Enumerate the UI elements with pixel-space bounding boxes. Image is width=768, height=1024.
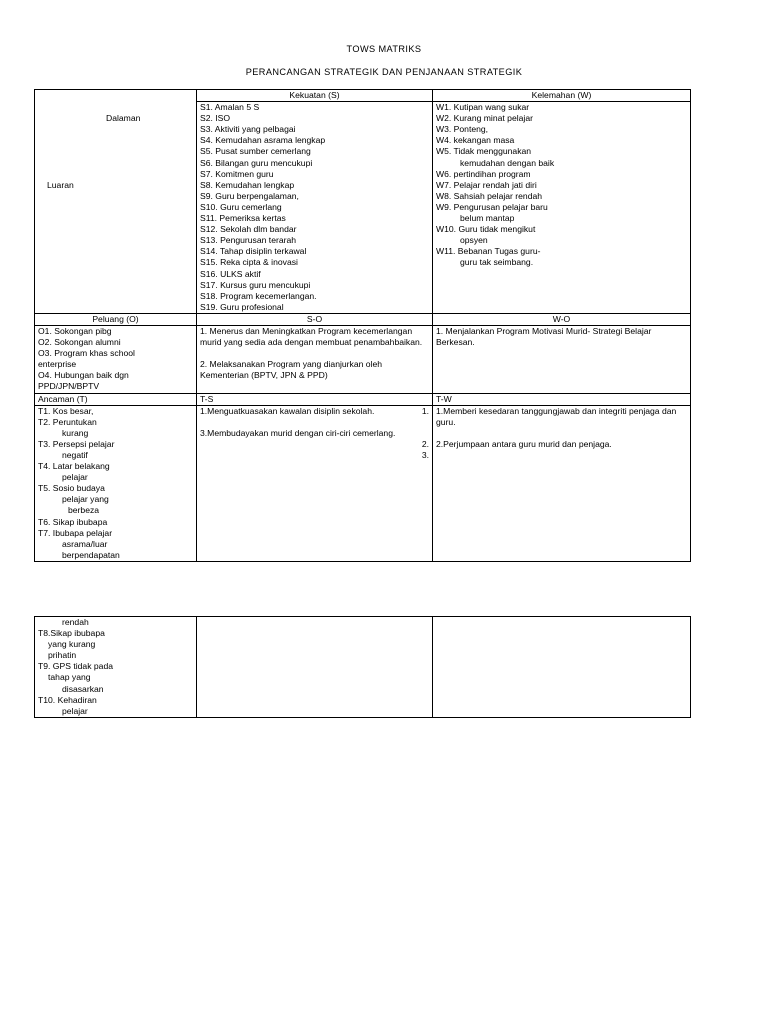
list-item: S14. Tahap disiplin terkawal — [200, 246, 307, 257]
list-item: disasarkan — [62, 683, 104, 694]
threats-header: Ancaman (T) — [35, 393, 197, 405]
list-item: T8.Sikap ibubapa — [38, 628, 105, 639]
list-item: W1. Kutipan wang sukar — [436, 102, 530, 113]
dalaman-label: Dalaman — [106, 113, 141, 123]
list-item: W9. Pengurusan pelajar baru — [436, 201, 548, 212]
strengths-weaknesses-row — [35, 90, 691, 102]
threats-continuation-row — [35, 617, 691, 718]
list-item: S6. Bilangan guru mencukupi — [200, 157, 313, 168]
opportunities-list — [35, 325, 197, 393]
opportunities-header-row — [35, 313, 691, 325]
list-item: berbeza — [68, 505, 100, 516]
list-item: O1. Sokongan pibg — [38, 325, 112, 336]
ts-header: T-S — [197, 393, 433, 405]
list-item: W4. kekangan masa — [436, 135, 515, 146]
so-strategies — [197, 325, 433, 393]
list-item: W2. Kurang minat pelajar — [436, 113, 533, 124]
strategy-item: 2. Melaksanakan Program yang dianjurkan oleh Kementerian (BPTV, JPN & PPD) — [200, 359, 383, 381]
ts-strategies — [197, 405, 433, 561]
list-item: S11. Pemeriksa kertas — [200, 213, 286, 224]
list-item: S4. Kemudahan asrama lengkap — [200, 135, 326, 146]
tows-matrix-continuation-table — [34, 616, 691, 718]
list-item: O4. Hubungan baik dgn — [38, 370, 129, 381]
strategy-item: 1. Menerus dan Meningkatkan Program kecemerlangan murid yang sedia ada dengan membuat penambahbaikan. — [200, 325, 423, 348]
corner-cell — [35, 90, 197, 314]
threats-continuation-list — [35, 617, 197, 718]
list-item: T5. Sosio budaya — [38, 483, 105, 494]
list-item: O2. Sokongan alumni — [38, 337, 121, 348]
strategy-number: 1. — [421, 405, 429, 416]
ts-continuation-cell — [197, 617, 433, 718]
list-item: T3. Persepsi pelajar — [38, 438, 115, 449]
so-header: S-O — [197, 313, 433, 325]
list-item: W7. Pelajar rendah jati diri — [436, 179, 537, 190]
list-item: S13. Pengurusan terarah — [200, 235, 297, 246]
list-item: S10. Guru cemerlang — [200, 201, 282, 212]
weaknesses-header: Kelemahan (W) — [433, 90, 691, 102]
list-item: S9. Guru berpengalaman, — [200, 190, 299, 201]
tw-header: T-W — [433, 393, 691, 405]
list-item: W8. Sahsiah pelajar rendah — [436, 190, 543, 201]
ts-item-1 — [200, 406, 429, 417]
list-item: W5. Tidak menggunakan — [436, 146, 532, 157]
list-item: T10. Kehadiran — [38, 694, 97, 705]
list-item: S15. Reka cipta & inovasi — [200, 257, 298, 268]
threats-list — [35, 405, 197, 561]
strengths-header: Kekuatan (S) — [197, 90, 433, 102]
list-item: T2. Peruntukan — [38, 416, 97, 427]
list-item: opsyen — [460, 235, 488, 246]
opportunities-row — [35, 325, 691, 393]
opportunities-header: Peluang (O) — [35, 313, 197, 325]
threats-row — [35, 405, 691, 561]
strategy-item: 1.Memberi kesedaran tanggungjawab dan integriti penjaga dan guru. — [436, 405, 677, 427]
document-subtitle: PERANCANGAN STRATEGIK DAN PENJANAAN STRATEGIK — [245, 67, 523, 77]
list-item: W3. Ponteng, — [436, 124, 489, 135]
strengths-list — [197, 102, 433, 314]
list-item: pelajar yang — [62, 494, 109, 505]
list-item: S18. Program kecemerlangan. — [200, 290, 317, 301]
list-item: S1. Amalan 5 S — [200, 102, 260, 113]
list-item: S16. ULKS aktif — [200, 268, 261, 279]
list-item: S3. Aktiviti yang pelbagai — [200, 124, 296, 135]
list-item: T7. Ibubapa pelajar — [38, 527, 113, 538]
document-title: TOWS MATRIKS — [346, 44, 422, 54]
list-item: rendah — [62, 617, 89, 627]
list-item: yang kurang — [48, 639, 96, 650]
list-item: pelajar — [62, 472, 88, 483]
list-item: T9. GPS tidak pada — [38, 661, 113, 672]
list-item: asrama/luar — [62, 538, 108, 549]
list-item: prihatin — [48, 650, 77, 661]
list-item: W11. Bebanan Tugas guru- — [436, 246, 541, 257]
list-item: PPD/JPN/BPTV — [38, 381, 100, 392]
list-item: S12. Sekolah dlm bandar — [200, 224, 297, 235]
list-item: enterprise — [38, 359, 77, 370]
list-item: W6. pertindihan program — [436, 168, 531, 179]
strategy-item: 2.Perjumpaan antara guru murid dan penjaga. — [436, 438, 612, 449]
list-item: S5. Pusat sumber cemerlang — [200, 146, 311, 157]
list-item: kemudahan dengan baik — [460, 157, 555, 168]
luaran-label: Luaran — [47, 180, 74, 190]
list-item: S2. ISO — [200, 113, 231, 124]
list-item: O3. Program khas school — [38, 348, 135, 359]
tows-matrix-table — [34, 89, 691, 562]
strategy-number: 2. — [421, 438, 429, 449]
list-item: T1. Kos besar, — [38, 405, 94, 416]
list-item: S17. Kursus guru mencukupi — [200, 279, 311, 290]
list-item: tahap yang — [48, 672, 91, 683]
strategy-number: 3. — [421, 449, 429, 460]
list-item: belum mantap — [460, 213, 515, 224]
list-item: S8. Kemudahan lengkap — [200, 179, 295, 190]
list-item: berpendapatan — [62, 549, 120, 560]
strategy-item: 1. Menjalankan Program Motivasi Murid- Strategi Belajar Berkesan. — [436, 325, 652, 348]
tw-continuation-cell — [433, 617, 691, 718]
strategy-item: 1.Menguatkuasakan kawalan disiplin sekolah. — [200, 405, 375, 416]
tw-strategies — [433, 405, 691, 561]
wo-header: W-O — [433, 313, 691, 325]
list-item: S7. Komitmen guru — [200, 168, 274, 179]
list-item: T6. Sikap ibubapa — [38, 516, 108, 527]
list-item: pelajar — [62, 705, 88, 716]
strategy-item: 3.Membudayakan murid dengan ciri-ciri cemerlang. — [200, 427, 396, 438]
list-item: W10. Guru tidak mengikut — [436, 224, 536, 235]
list-item: negatif — [62, 450, 88, 460]
weaknesses-list — [433, 102, 691, 314]
list-item: kurang — [62, 427, 89, 438]
list-item: guru tak seimbang. — [460, 257, 534, 268]
wo-strategies — [433, 325, 691, 393]
threats-header-row — [35, 393, 691, 405]
list-item: S19. Guru profesional — [200, 301, 284, 312]
list-item: T4. Latar belakang — [38, 461, 110, 472]
